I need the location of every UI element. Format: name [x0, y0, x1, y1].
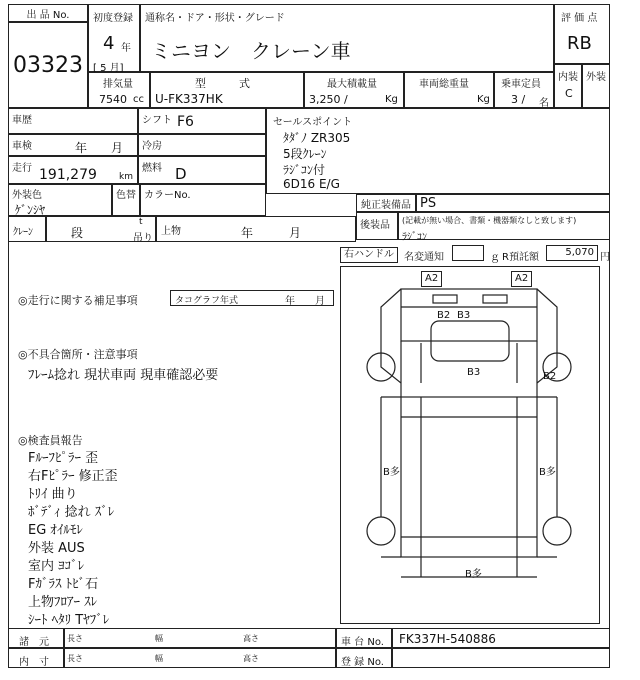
vehicle-name: ミニヨン クレーン車	[151, 39, 351, 63]
r-deposit-label: R預託額	[502, 252, 539, 263]
width-label: 幅	[155, 634, 163, 643]
color-value: ｹﾞﾝｼﾔ	[15, 203, 46, 217]
sales-point: ﾗｼﾞｺﾝ付	[283, 163, 326, 177]
registration-label: 登 録 No.	[341, 657, 384, 668]
interior-size-values-cell	[64, 648, 336, 668]
capacity-cell	[494, 72, 554, 108]
fuel-cell	[138, 156, 266, 184]
inspector-item: 上物ﾌﾛｱｰ ｽﾚ	[28, 595, 98, 610]
crane-label: ｸﾚｰﾝ	[13, 227, 33, 238]
first-reg-cell	[88, 4, 140, 72]
sales-point: 6D16 E/G	[283, 177, 340, 191]
inspector-item: EG ｵｲﾙﾓﾚ	[28, 523, 83, 538]
driving-remarks-label: ◎走行に関する補足事項	[18, 294, 138, 307]
capacity-label: 乗車定員	[501, 79, 541, 90]
max-load-cell	[304, 72, 404, 108]
damage-mark: B3	[457, 310, 471, 321]
inspection-label: 車検	[12, 141, 32, 152]
inspector-item: ﾎﾞﾃﾞｨ 捻れ ｽﾞﾚ	[28, 505, 115, 520]
truck-diagram-frame	[340, 266, 600, 624]
sales-points-cell	[266, 108, 610, 194]
reg-value-cell	[392, 648, 610, 668]
tacho-label: タコグラフ年式	[175, 296, 239, 306]
equipment-label-cell	[356, 194, 416, 212]
color-cell	[8, 184, 112, 216]
lot-no-cell	[8, 22, 88, 108]
history-cell	[8, 108, 138, 134]
name-change-label: 名変通知	[404, 252, 444, 263]
score-label: 評 価 点	[561, 13, 598, 24]
mileage-cell	[8, 156, 138, 184]
color-no-label: カラーNo.	[144, 190, 191, 201]
lot-no-label: 出 品 No.	[26, 9, 70, 21]
inspector-item: 室内 ﾖｺﾞﾚ	[28, 559, 85, 574]
aftermarket-label-cell	[356, 212, 398, 240]
exterior-score-cell	[582, 64, 610, 108]
interior-label: 内装	[558, 72, 578, 83]
crane-stage: 段	[71, 226, 84, 240]
caution-mark: ｇ	[490, 252, 500, 263]
people-unit: 名	[539, 98, 549, 109]
sales-point: 5段ｸﾚｰﾝ	[283, 147, 327, 161]
gross-weight-cell	[404, 72, 494, 108]
inspector-item: Fｶﾞﾗｽ ﾄﾋﾞ石	[28, 577, 99, 592]
km-unit: km	[119, 172, 133, 182]
aftermarket-note: (記載が無い場合、書類・機器類なしと致します)	[402, 216, 577, 225]
color-change-cell	[112, 184, 140, 216]
inspector-list	[28, 447, 328, 627]
kg-unit-2: Kg	[477, 94, 490, 105]
grade-label: 通称名・ドア・形状・グレード	[145, 13, 285, 24]
history-label: 車歴	[12, 115, 32, 126]
damage-mark: B多	[465, 569, 482, 580]
defects-text: ﾌﾚｰﾑ捻れ 現状車両 現車確認必要	[28, 368, 219, 383]
color-change-label: 色替	[116, 190, 136, 201]
inspector-item: ｼｰﾄ ﾍﾀﾘ Tﾔﾌﾞﾚ	[28, 613, 110, 628]
length-label: 長さ	[67, 634, 83, 643]
displacement-value: 7540	[99, 93, 127, 106]
interior-score-cell	[554, 64, 582, 108]
interior-length-label: 長さ	[67, 654, 83, 663]
model-label: 型 式	[195, 77, 250, 90]
r-deposit-box	[546, 245, 598, 261]
inspector-item: ﾄﾘｲ 曲り	[28, 487, 78, 502]
yen-unit: 円	[600, 252, 610, 263]
mileage-label: 走行	[12, 163, 32, 174]
lot-number: 03323	[13, 52, 83, 78]
height-label: 高さ	[243, 634, 259, 643]
shift-label: シフト	[142, 115, 172, 126]
interior-height-label: 高さ	[243, 654, 259, 663]
damage-mark: B多	[383, 467, 400, 478]
inspection-cell	[8, 134, 138, 156]
exterior-label: 外装	[586, 72, 606, 83]
dimensions-label: 諸 元	[19, 637, 49, 648]
score-cell	[554, 4, 610, 64]
displacement-label: 排気量	[103, 79, 133, 90]
fuel-label: 燃料	[142, 163, 162, 174]
damage-mark: B2	[437, 310, 451, 321]
equipment-value: PS	[420, 196, 437, 211]
inspection-value: 年 月	[75, 141, 124, 155]
crane-stage-cell	[46, 216, 156, 242]
raised-value: 年 月	[241, 226, 302, 240]
interior-width-label: 幅	[155, 654, 163, 663]
sales-points-label: セールスポイント	[273, 117, 353, 128]
displacement-cell	[88, 72, 150, 108]
crane-lift: 吊り	[133, 233, 153, 244]
chassis-value-cell	[392, 628, 610, 648]
first-reg-label: 初度登録	[93, 13, 133, 24]
damage-mark: B3	[467, 367, 481, 378]
interior-size-label: 内 寸	[19, 657, 49, 668]
ac-cell	[138, 134, 266, 156]
defects-label: ◎不具合箇所・注意事項	[18, 348, 138, 361]
raised-cell	[156, 216, 356, 242]
dimensions-label-cell	[8, 628, 64, 648]
crane-label-cell	[8, 216, 46, 242]
inspector-item: 右Fﾋﾟﾗｰ 修正歪	[28, 469, 118, 484]
chassis-value: FK337H-540886	[399, 632, 496, 646]
inspector-label: ◎検査員報告	[18, 434, 83, 447]
inspector-item: 外装 AUS	[28, 541, 85, 556]
shift-value: F6	[177, 114, 194, 130]
gross-weight-label: 車両総重量	[419, 79, 469, 90]
mileage-value: 191,279	[39, 167, 97, 183]
right-hand-tag	[340, 247, 398, 263]
aftermarket-value-cell	[398, 212, 610, 243]
cc-unit: cc	[133, 94, 144, 105]
model-cell	[150, 72, 304, 108]
first-reg-month: [ 5 月]	[93, 63, 124, 74]
lot-no-label-cell	[8, 4, 88, 22]
right-hand-label: 右ハンドル	[344, 249, 394, 260]
vehicle-name-cell	[140, 4, 554, 72]
crane-lift-t: t	[139, 217, 143, 227]
aftermarket-value: ﾗｼﾞｺﾝ	[402, 232, 427, 243]
interior-score: C	[565, 87, 573, 100]
score-value: RB	[567, 33, 592, 54]
chassis-label-cell	[336, 628, 392, 648]
chassis-label: 車 台 No.	[341, 637, 384, 648]
capacity-value: 3 /	[511, 93, 526, 106]
max-load-value: 3,250 /	[309, 93, 348, 106]
aftermarket-label: 後装品	[360, 220, 390, 231]
ac-label: 冷房	[142, 141, 162, 152]
inspector-item: Fﾙｰﾌﾋﾟﾗｰ 歪	[28, 451, 99, 466]
shift-cell	[138, 108, 266, 134]
color-no-cell	[140, 184, 266, 216]
fuel-value: D	[175, 165, 187, 183]
equipment-label: 純正装備品	[361, 199, 411, 211]
kg-unit-1: Kg	[385, 94, 398, 105]
name-change-box	[452, 245, 484, 261]
r-deposit-value: 5,070	[565, 247, 594, 258]
tacho-value: 年 月	[285, 296, 325, 307]
reg-label-cell	[336, 648, 392, 668]
color-label: 外装色	[12, 190, 42, 201]
damage-mark: B多	[539, 467, 556, 478]
dimensions-values-cell	[64, 628, 336, 648]
raised-label: 上物	[161, 226, 181, 237]
tacho-box	[170, 290, 334, 306]
equipment-value-cell	[416, 194, 610, 212]
damage-mark: B2	[543, 371, 557, 382]
year-unit: 年	[121, 43, 131, 54]
damage-mark: A2	[421, 271, 442, 287]
max-load-label: 最大積載量	[327, 79, 377, 90]
model-value: U-FK337HK	[155, 92, 223, 106]
first-reg-year: 4	[103, 33, 115, 54]
interior-size-label-cell	[8, 648, 64, 668]
damage-mark: A2	[511, 271, 532, 287]
sales-point: ﾀﾀﾞﾉ ZR305	[283, 131, 351, 145]
